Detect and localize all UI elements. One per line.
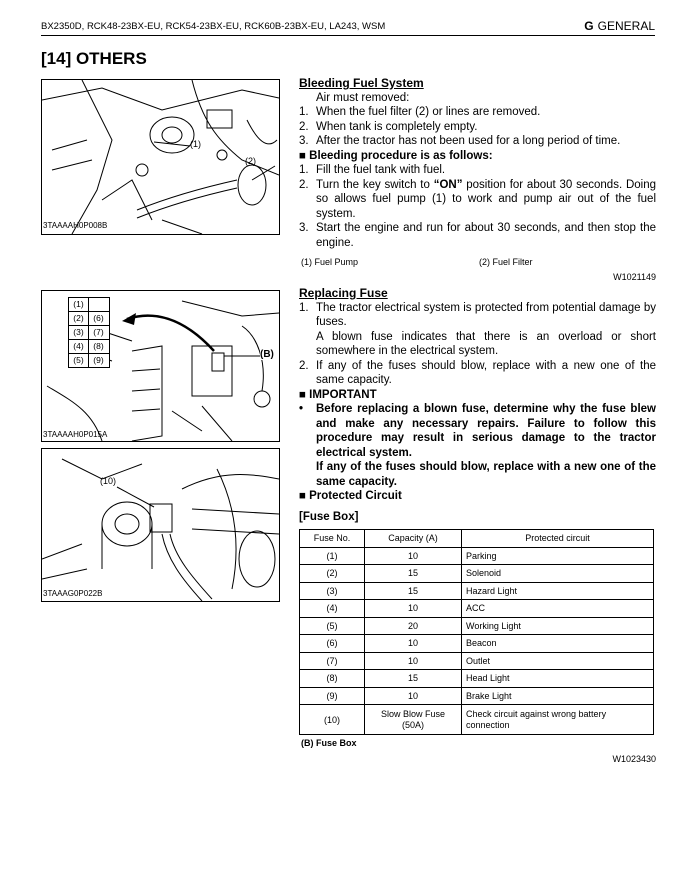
important-note: If any of the fuses should blow, replace with a new one of the same capacity. <box>316 461 656 488</box>
table-row: (2) 15 Solenoid <box>300 565 654 583</box>
fuse-heading: Replacing Fuse <box>299 286 388 300</box>
fuse-grid-7: (7) <box>93 327 104 337</box>
fuse-grid <box>68 297 110 368</box>
slow-blow-fuse-illustration <box>42 449 279 601</box>
fuse-grid-2: (2) <box>69 312 89 325</box>
fuse-box-label: [Fuse Box] <box>299 510 359 523</box>
bleeding-reason-3: 3. After the tractor has not been used for a long period of time. <box>299 135 621 147</box>
callout-10: (10) <box>100 476 117 486</box>
table-row: (3) 15 Hazard Light <box>300 582 654 600</box>
header-rule <box>41 35 655 36</box>
bleeding-legend-1: (1) Fuel Pump <box>301 257 359 267</box>
fuse-grid-9: (9) <box>93 355 104 365</box>
bleeding-reason-2: 2. When tank is completely empty. <box>299 120 478 133</box>
fuse-table-header <box>300 530 654 548</box>
fuse-grid-1: (1) <box>69 298 89 311</box>
figure-code-2: 3TAAAAH0P015A <box>43 430 108 439</box>
table-row: (4) 10 ACC <box>300 600 654 618</box>
figure-code-3: 3TAAAG0P022B <box>43 589 103 598</box>
fuse-grid-5: (5) <box>69 354 89 367</box>
fuse-grid-3: (3) <box>69 326 89 339</box>
table-row: (8) 15 Head Light <box>300 670 654 688</box>
important-heading: ■ IMPORTANT <box>299 388 377 401</box>
section-name: GENERAL <box>597 19 655 33</box>
procedure-heading: ■ Bleeding procedure is as follows: <box>299 149 493 162</box>
col-protected-circuit: Protected circuit <box>462 530 654 548</box>
fuse-item-1: 1. The tractor electrical system is protected from potential damage by fuses. <box>299 301 656 328</box>
fuse-section <box>299 286 656 524</box>
figure-fuse-box-location <box>41 290 280 442</box>
header-section <box>584 19 655 33</box>
protected-heading: ■ Protected Circuit <box>299 490 402 502</box>
figure-fuel-system <box>41 79 280 235</box>
fuse-grid-6: (6) <box>93 313 104 323</box>
bleeding-section <box>299 76 656 250</box>
figure-code-1: 3TAAAAH0P008B <box>43 221 108 230</box>
bleeding-code: W1021149 <box>613 272 656 282</box>
header-models: BX2350D, RCK48-23BX-EU, RCK54-23BX-EU, RCK60B-23BX-EU, LA243, WSM <box>41 21 386 32</box>
table-row: (10) Slow Blow Fuse (50A) Check circuit against wrong battery connection <box>300 705 654 735</box>
fuse-grid-4: (4) <box>69 340 89 353</box>
callout-1: (1) <box>190 139 201 149</box>
fuse-legend: (B) Fuse Box <box>301 738 357 748</box>
fuse-grid-8: (8) <box>93 341 104 351</box>
fuse-item-2: 2. If any of the fuses should blow, replace with a new one of the same capacity. <box>299 359 656 386</box>
procedure-step-3: 3. Start the engine and run for about 30 seconds, and then stop the engine. <box>299 222 656 249</box>
bleeding-intro: Air must removed: <box>316 91 410 104</box>
fuse-code: W1023430 <box>612 754 656 764</box>
col-fuse-no: Fuse No. <box>300 530 365 548</box>
important-bullet: • Before replacing a blown fuse, determine why the fuse blew and make any necessary repairs. Failure to follow this procedure may result in serious damage to the tractor electrical system. <box>299 403 656 459</box>
fuse-item-1b: A blown fuse indicates that there is an overload or short somewhere in the electrical system. <box>316 330 656 357</box>
table-row: (6) 10 Beacon <box>300 635 654 653</box>
callout-b: (B) <box>260 349 274 360</box>
procedure-step-1: 1. Fill the fuel tank with fuel. <box>299 164 446 176</box>
table-row: (9) 10 Brake Light <box>300 687 654 705</box>
table-row: (7) 10 Outlet <box>300 652 654 670</box>
table-row: (5) 20 Working Light <box>300 617 654 635</box>
procedure-step-2: 2. Turn the key switch to “ON” position for about 30 seconds. Doing so allows fuel pump (1) to work and pump air out of the fuel system. <box>299 178 656 220</box>
callout-2: (2) <box>245 156 256 166</box>
col-capacity: Capacity (A) <box>365 530 462 548</box>
section-letter: G <box>584 19 594 33</box>
page-title: [14] OTHERS <box>41 49 147 68</box>
bleeding-legend-2: (2) Fuel Filter <box>479 257 533 267</box>
fuse-table <box>299 529 654 735</box>
bleeding-reason-1: 1. When the fuel filter (2) or lines are removed. <box>299 106 541 118</box>
figure-slow-blow-fuse <box>41 448 280 602</box>
table-row: (1) 10 Parking <box>300 547 654 565</box>
fuel-system-illustration <box>42 80 279 234</box>
bleeding-heading: Bleeding Fuel System <box>299 76 424 90</box>
